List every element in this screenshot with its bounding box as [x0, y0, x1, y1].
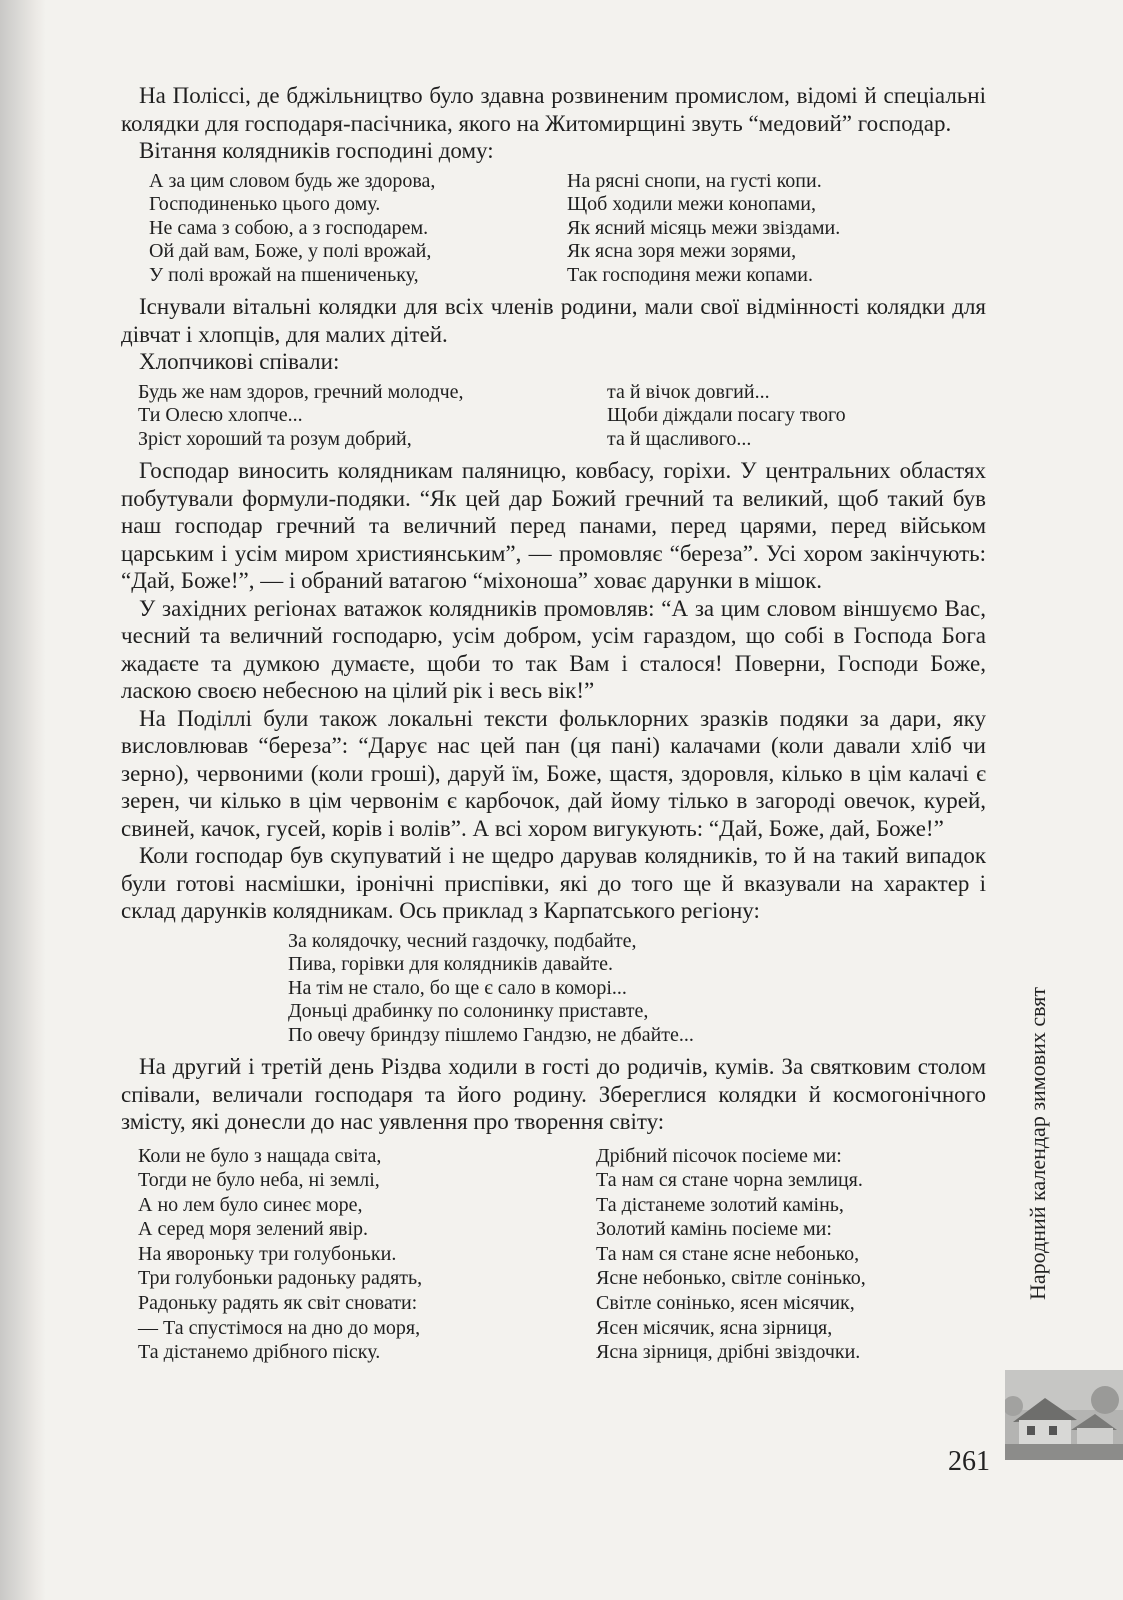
- page-body: [121, 82, 986, 1371]
- verse-line: Доньці драбинку по солонинку приставте,: [288, 1000, 649, 1022]
- village-house-image: [1005, 1370, 1123, 1460]
- verse-line: Та дістанемо дрібного піску.: [138, 1341, 381, 1364]
- verse-line: Тогди не було неба, ні землі,: [138, 1169, 380, 1192]
- verse-line: Зріст хороший та розум добрий,: [138, 427, 412, 450]
- verse-line: За колядочку, чесний газдочку, подбайте,: [288, 929, 637, 952]
- verse-hostess-greeting: [121, 170, 986, 288]
- verse-line: Золотий камінь посіеме ми:: [596, 1218, 832, 1241]
- paragraph-boy-intro: Хлопчикові співали:: [139, 349, 340, 374]
- paragraph-host-gifts: Господар виносить колядникам паляницю, ковбасу, горіхи. У центральних областях побутували формули-подяки. “Як цей дар Божий гречний та великий, щоб такий був наш господар гречний та величний перед панами, перед царями, перед військом царським і усім миром християнським”, — промовляє “береза”. Усі хором закінчують: “Дай, Боже!”, — і обраний ватагою “міхоноша” ховає дарунки в мішок.: [121, 458, 986, 593]
- verse-line: Дрібний пісочок посіеме ми:: [596, 1144, 842, 1167]
- verse-line: Ясна зірниця, дрібні звіздочки.: [596, 1341, 861, 1364]
- verse-line: Та нам ся стане чорна землиця.: [596, 1169, 863, 1192]
- verse-line: Як ясний місяць межи звіздами.: [567, 216, 841, 239]
- page-number: 261: [948, 1446, 990, 1477]
- verse-line: Ти Олесю хлопче...: [138, 404, 303, 426]
- verse-line: Коли не було з нащада світа,: [138, 1144, 382, 1167]
- verse-line: Три голубоньки радоньку радять,: [138, 1267, 423, 1290]
- verse-line: та й щасливого...: [607, 427, 752, 450]
- verse-column-right: [567, 170, 840, 288]
- verse-boy: [121, 381, 986, 452]
- verse-line: — Та спустімося на дно до моря,: [138, 1316, 421, 1339]
- paragraph-podillia: На Поділлі були також локальні тексти фольклорних зразків подяки за дари, яку висловлював “береза”: “Дарує нас цей пан (ця пані) калачами (коли давали хліб чи зерно), червоними (коли гроші), даруй їм, Боже, щастя, здоровля, кілько в цім калачі є зерен, чи кілько в цім червонім є карбочок, дай йому тілько в загороді овечок, курей, свиней, качок, гусей, корів і волів”. А всі хором вигукують: “Дай, Боже, дай, Боже!”: [121, 705, 986, 841]
- verse-line: На тім не стало, бо ще є сало в коморі...: [288, 976, 627, 999]
- verse-line: Господиненько цього дому.: [149, 193, 381, 215]
- paragraph-family-carols: Існували вітальні колядки для всіх членів родини, мали свої відмінності колядки для дівчат і хлопців, для малих дітей.: [121, 294, 986, 347]
- verse-line: Та нам ся стане ясне небонько,: [596, 1242, 860, 1265]
- verse-column-left: [138, 1144, 596, 1365]
- verse-line: та й вічок довгий...: [607, 380, 770, 403]
- verse-column-right: [596, 1144, 866, 1365]
- verse-column-left: [149, 170, 567, 288]
- verse-column: [288, 930, 694, 1048]
- verse-line: На явороньку три голубоньки.: [138, 1242, 397, 1265]
- verse-line: Будь же нам здоров, гречний молодче,: [138, 380, 464, 403]
- verse-line: Щоб ходили межи конопами,: [567, 193, 816, 215]
- verse-line: Як ясна зоря межи зорями,: [567, 240, 797, 262]
- verse-cosmogonic: [121, 1144, 986, 1365]
- verse-line: Пива, горівки для колядників давайте.: [288, 953, 614, 975]
- verse-line: Не сама з собою, а з господарем.: [149, 216, 429, 239]
- sidebar-section-title: Народний календар зимових свят: [1025, 987, 1050, 1300]
- verse-line: Ясне небонько, світле сонінько,: [596, 1267, 866, 1290]
- verse-line: А но лем було синеє море,: [138, 1193, 363, 1216]
- paragraph-greeting-intro: Вітання колядників господині дому:: [139, 138, 494, 163]
- book-spine-shadow: [0, 0, 46, 1600]
- verse-line: Ой дай вам, Боже, у полі врожай,: [149, 240, 432, 262]
- verse-line: Радоньку радять як світ сновати:: [138, 1292, 418, 1315]
- verse-line: Так господиня межи копами.: [567, 263, 813, 286]
- verse-column-right: [607, 381, 846, 452]
- verse-line: Ясен місячик, ясна зірниця,: [596, 1316, 833, 1339]
- verse-line: Світле сонінько, ясен місячик,: [596, 1292, 855, 1315]
- paragraph-christmas-days: На другий і третій день Різдва ходили в гості до родичів, кумів. За святковим столом співали, величали господаря та його родину. Збереглися колядки й космогонічного змісту, які донесли до нас уявлення про творення світу:: [121, 1054, 986, 1134]
- paragraph-polissia: На Поліссі, де бджільництво було здавна розвиненим промислом, відомі й спеціальні колядки для господаря-пасічника, якого на Житомирщині звуть “медовий” господар.: [121, 83, 986, 136]
- paragraph-stingy-host: Коли господар був скупуватий і не щедро дарував колядників, то й на такий випадок були готові насмішки, іронічні приспівки, які до того ще й вказували на характер і склад дарунків колядникам. Ось приклад з Карпатського регіону:: [121, 843, 986, 923]
- paragraph-western-regions: У західних регіонах ватажок колядників промовляв: “А за цим словом віншуємо Вас, чесний та величний господарю, усім добром, усім гараздом, що собі в Господа Бога жадаєте та думкою думаєте, щоби то так Вам і сталося! Поверни, Господи Боже, ласкою своєю небесною на цілий рік і весь вік!”: [121, 595, 986, 703]
- verse-line: А за цим словом будь же здорова,: [149, 169, 436, 192]
- verse-line: На рясні снопи, на густі копи.: [567, 169, 822, 192]
- verse-carpathian: [121, 930, 986, 1048]
- verse-line: По овечу бриндзу пішлемо Гандзю, не дбайте...: [288, 1023, 694, 1046]
- verse-line: Та дістанеме золотий камінь,: [596, 1193, 844, 1216]
- verse-line: У полі врожай на пшениченьку,: [149, 263, 419, 286]
- verse-line: А серед моря зелений явір.: [138, 1218, 369, 1241]
- verse-line: Щоби діждали посагу твого: [607, 404, 846, 426]
- verse-column-left: [138, 381, 607, 452]
